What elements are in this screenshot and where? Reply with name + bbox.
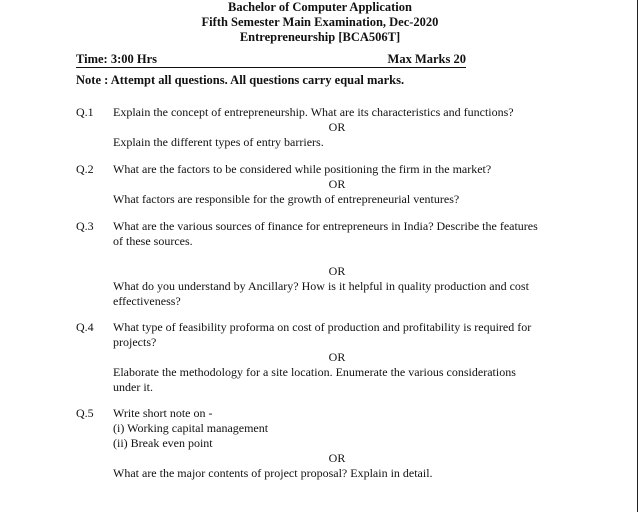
question-number: Q.5: [76, 406, 94, 420]
alternative-question-text: What factors are responsible for the growth of entrepreneurial ventures?: [113, 192, 460, 206]
alternative-question-text: Explain the different types of entry barriers.: [113, 135, 324, 149]
exam-time: Time: 3:00 Hrs: [76, 52, 158, 66]
program-title: Bachelor of Computer Application: [228, 0, 412, 14]
question-number: Q.3: [76, 219, 94, 233]
sub-question-i: (i) Working capital management: [113, 421, 269, 435]
instructions-note: Note : Attempt all questions. All questions carry equal marks.: [76, 73, 405, 87]
question-number: Q.2: [76, 162, 94, 176]
question-text: Write short note on -: [113, 406, 213, 420]
question-number: Q.4: [76, 320, 94, 334]
alternative-question-text: What are the major contents of project proposal? Explain in detail.: [113, 466, 433, 480]
question-text-cont: projects?: [113, 335, 157, 349]
question-text: What are the factors to be considered while positioning the firm in the market?: [113, 162, 492, 176]
course-title: Entrepreneurship [BCA506T]: [239, 30, 401, 44]
max-marks: Max Marks 20: [387, 52, 466, 66]
or-separator: OR: [328, 177, 346, 191]
question-text: What type of feasibility proforma on cost of production and profitability is required for: [113, 320, 532, 334]
alternative-question-text-cont: effectiveness?: [113, 294, 181, 308]
or-separator: OR: [328, 120, 346, 134]
page-border: [637, 0, 638, 512]
time-marks-bar: [76, 52, 466, 68]
alternative-question-text-cont: under it.: [113, 380, 153, 394]
question-number: Q.1: [76, 105, 94, 119]
exam-title: Fifth Semester Main Examination, Dec-2020: [201, 15, 439, 29]
question-text-cont: of these sources.: [113, 234, 193, 248]
or-separator: OR: [328, 350, 346, 364]
alternative-question-text: Elaborate the methodology for a site location. Enumerate the various considerations: [113, 365, 516, 379]
sub-question-ii: (ii) Break even point: [113, 436, 213, 450]
question-text: What are the various sources of finance for entrepreneurs in India? Describe the features: [113, 219, 538, 233]
or-separator: OR: [328, 264, 346, 278]
exam-header: [0, 0, 640, 45]
or-separator: OR: [328, 451, 346, 465]
alternative-question-text: What do you understand by Ancillary? How is it helpful in quality production and cost: [113, 279, 529, 293]
question-text: Explain the concept of entrepreneurship. What are its characteristics and functions?: [113, 105, 514, 119]
